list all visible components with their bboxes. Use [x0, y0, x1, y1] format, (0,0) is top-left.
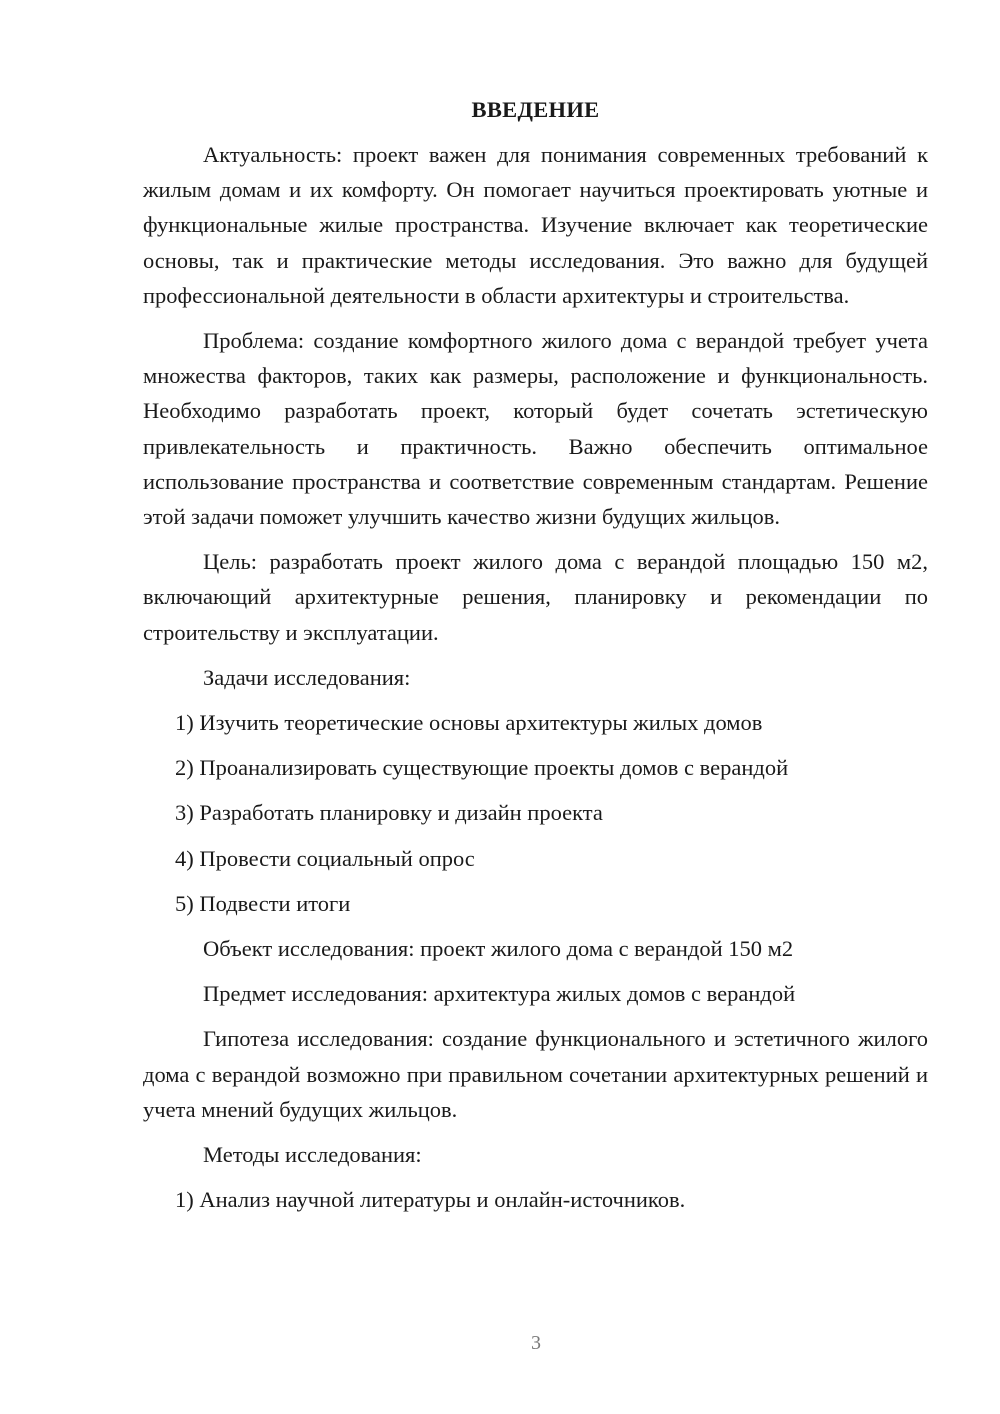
- methods-list: [143, 1182, 928, 1217]
- task-item: 2) Проанализировать существующие проекты домов с верандой: [175, 755, 789, 781]
- section-title: ВВЕДЕНИЕ: [471, 97, 600, 122]
- tasks-list: [143, 705, 928, 921]
- research-object: Объект исследования: проект жилого дома с верандой 150 м2: [203, 936, 794, 962]
- task-item: 3) Разработать планировку и дизайн проекта: [175, 800, 603, 826]
- goal-paragraph: Цель: разработать проект жилого дома с верандой площадью 150 м2, включающий архитектурные решения, планировку и рекомендации по строительству и эксплуатации.: [143, 549, 928, 645]
- page-number: 3: [531, 1332, 541, 1354]
- page-content: [143, 95, 928, 1227]
- task-item: 4) Провести социальный опрос: [175, 845, 475, 871]
- tasks-heading: Задачи исследования:: [203, 664, 411, 690]
- problem-paragraph: Проблема: создание комфортного жилого дома с верандой требует учета множества факторов, таких как размеры, расположение и функциональность. Необходимо разработать проект, который будет сочетать эстетическую привлекательность и практичность. Важно обеспечить оптимальное использование пространства и соответствие современным стандартам. Решение этой задачи поможет улучшить качество жизни будущих жильцов.: [143, 328, 928, 530]
- task-item: 5) Подвести итоги: [175, 890, 351, 916]
- research-subject: Предмет исследования: архитектура жилых домов с верандой: [203, 981, 796, 1007]
- methods-heading: Методы исследования:: [203, 1142, 422, 1168]
- method-item: 1) Анализ научной литературы и онлайн-источников.: [175, 1187, 686, 1213]
- task-item: 1) Изучить теоретические основы архитектуры жилых домов: [175, 710, 763, 736]
- hypothesis-paragraph: Гипотеза исследования: создание функционального и эстетичного жилого дома с верандой возможно при правильном сочетании архитектурных решений и учета мнений будущих жильцов.: [143, 1026, 928, 1122]
- relevance-paragraph: Актуальность: проект важен для понимания современных требований к жилым домам и их комфорту. Он помогает научиться проектировать уютные и функциональные жилые пространства. Изучение включает как теоретические основы, так и практические методы исследования. Это важно для будущей профессиональной деятельности в области архитектуры и строительства.: [143, 142, 928, 308]
